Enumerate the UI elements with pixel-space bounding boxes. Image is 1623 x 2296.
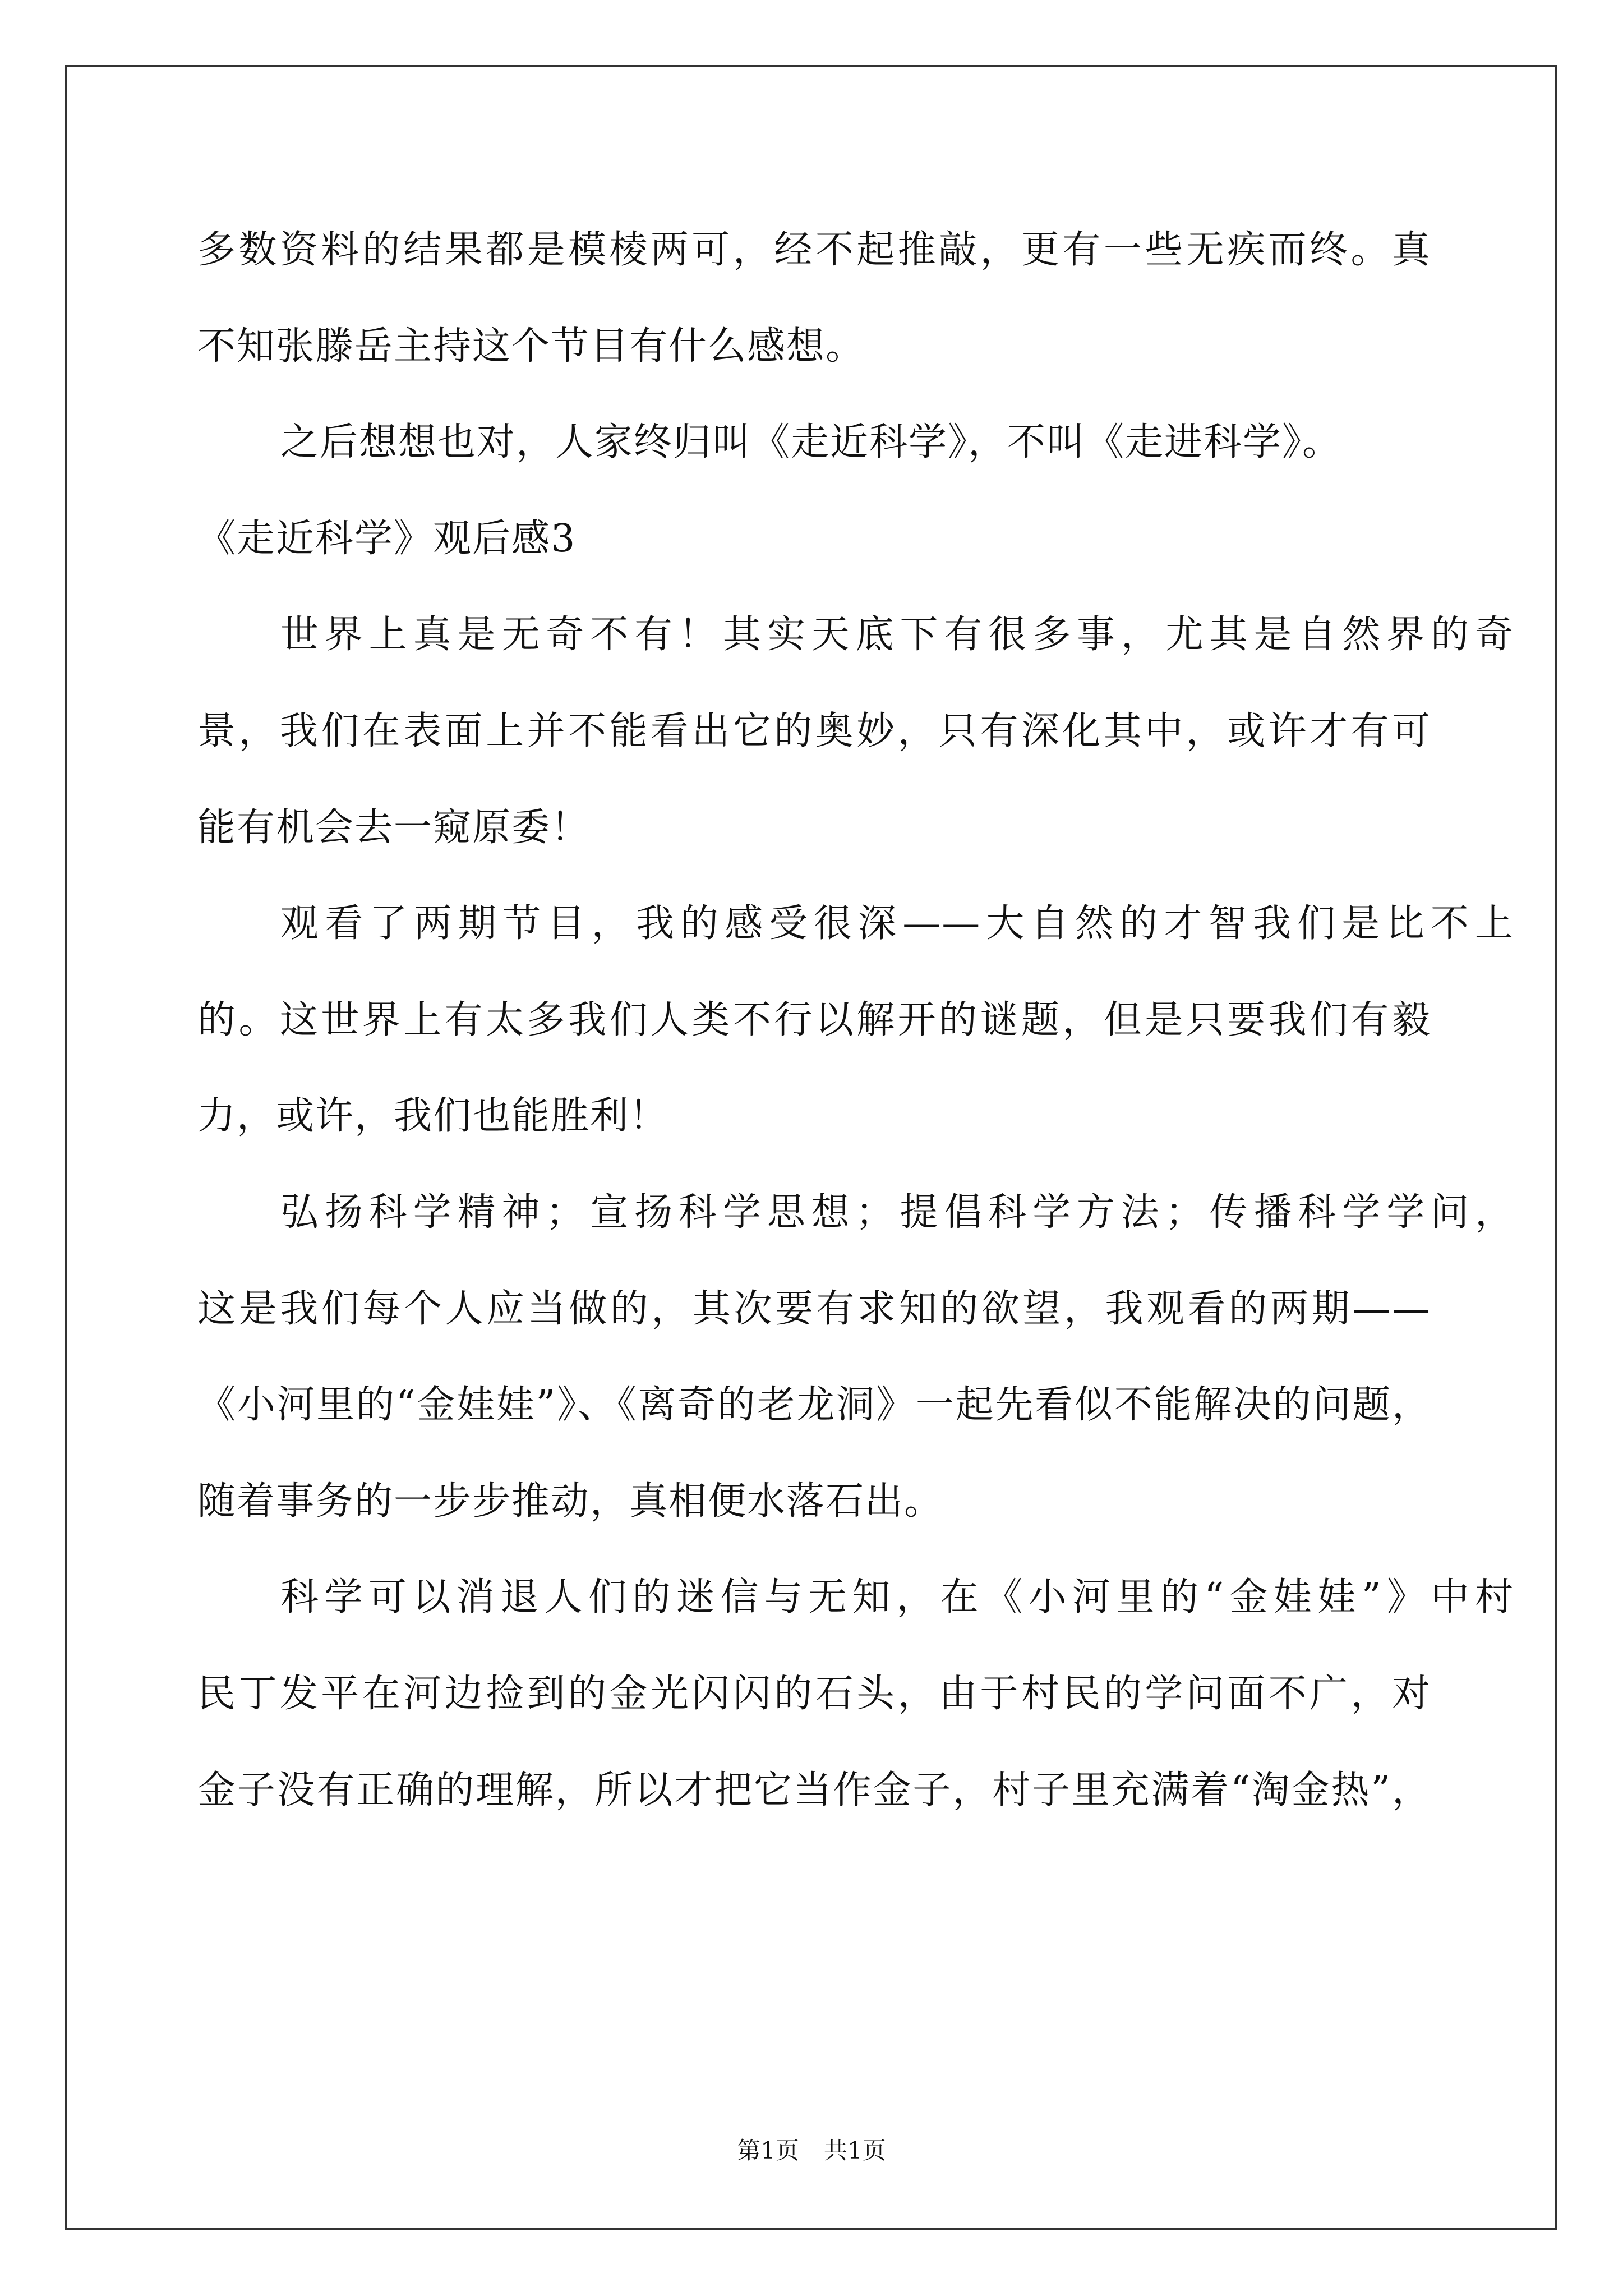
document-body xyxy=(197,202,1514,1838)
text-line: 民丁发平在河边捡到的金光闪闪的石头，由于村民的学问面不广，对 xyxy=(197,1671,1431,1716)
text-line: 《小河里的“金娃娃”》、《离奇的老龙洞》一起先看似不能解决的问题， xyxy=(197,1383,1431,1428)
text-line: 的。这世界上有太多我们人类不行以解开的谜题，但是只要我们有毅 xyxy=(197,997,1431,1042)
text-line: 能有机会去一窥原委！ xyxy=(197,805,591,850)
section-heading: 《走近科学》观后感3 xyxy=(197,516,577,561)
paragraph-line: 弘扬科学精神；宣扬科学思想；提倡科学方法；传播科学学问， xyxy=(280,1190,1514,1235)
text-line: 多数资料的结果都是模棱两可，经不起推敲，更有一些无疾而终。真 xyxy=(197,228,1431,272)
paragraph-line: 之后想想也对，人家终归叫《走近科学》，不叫《走进科学》。 xyxy=(280,420,1342,465)
text-line: 力，或许，我们也能胜利！ xyxy=(197,1094,669,1139)
paragraph-line: 世界上真是无奇不有！其实天底下有很多事，尤其是自然界的奇 xyxy=(280,613,1514,657)
text-line: 不知张滕岳主持这个节目有什么感想。 xyxy=(197,324,865,369)
page-footer xyxy=(0,2134,1623,2168)
paragraph-line: 观看了两期节目，我的感受很深——大自然的才智我们是比不上 xyxy=(280,901,1514,946)
text-line: 景，我们在表面上并不能看出它的奥妙，只有深化其中，或许才有可 xyxy=(197,708,1431,753)
page-total: 共1页 xyxy=(824,2137,886,2164)
text-line: 金子没有正确的理解，所以才把它当作金子，村子里充满着“淘金热”， xyxy=(197,1768,1431,1812)
page-number: 第1页 xyxy=(737,2137,799,2164)
text-line: 这是我们每个人应当做的，其次要有求知的欲望，我观看的两期—— xyxy=(197,1286,1431,1331)
paragraph-line: 科学可以消退人们的迷信与无知，在《小河里的“金娃娃”》中村 xyxy=(280,1575,1514,1620)
text-line: 随着事务的一步步推动，真相便水落石出。 xyxy=(197,1479,944,1524)
